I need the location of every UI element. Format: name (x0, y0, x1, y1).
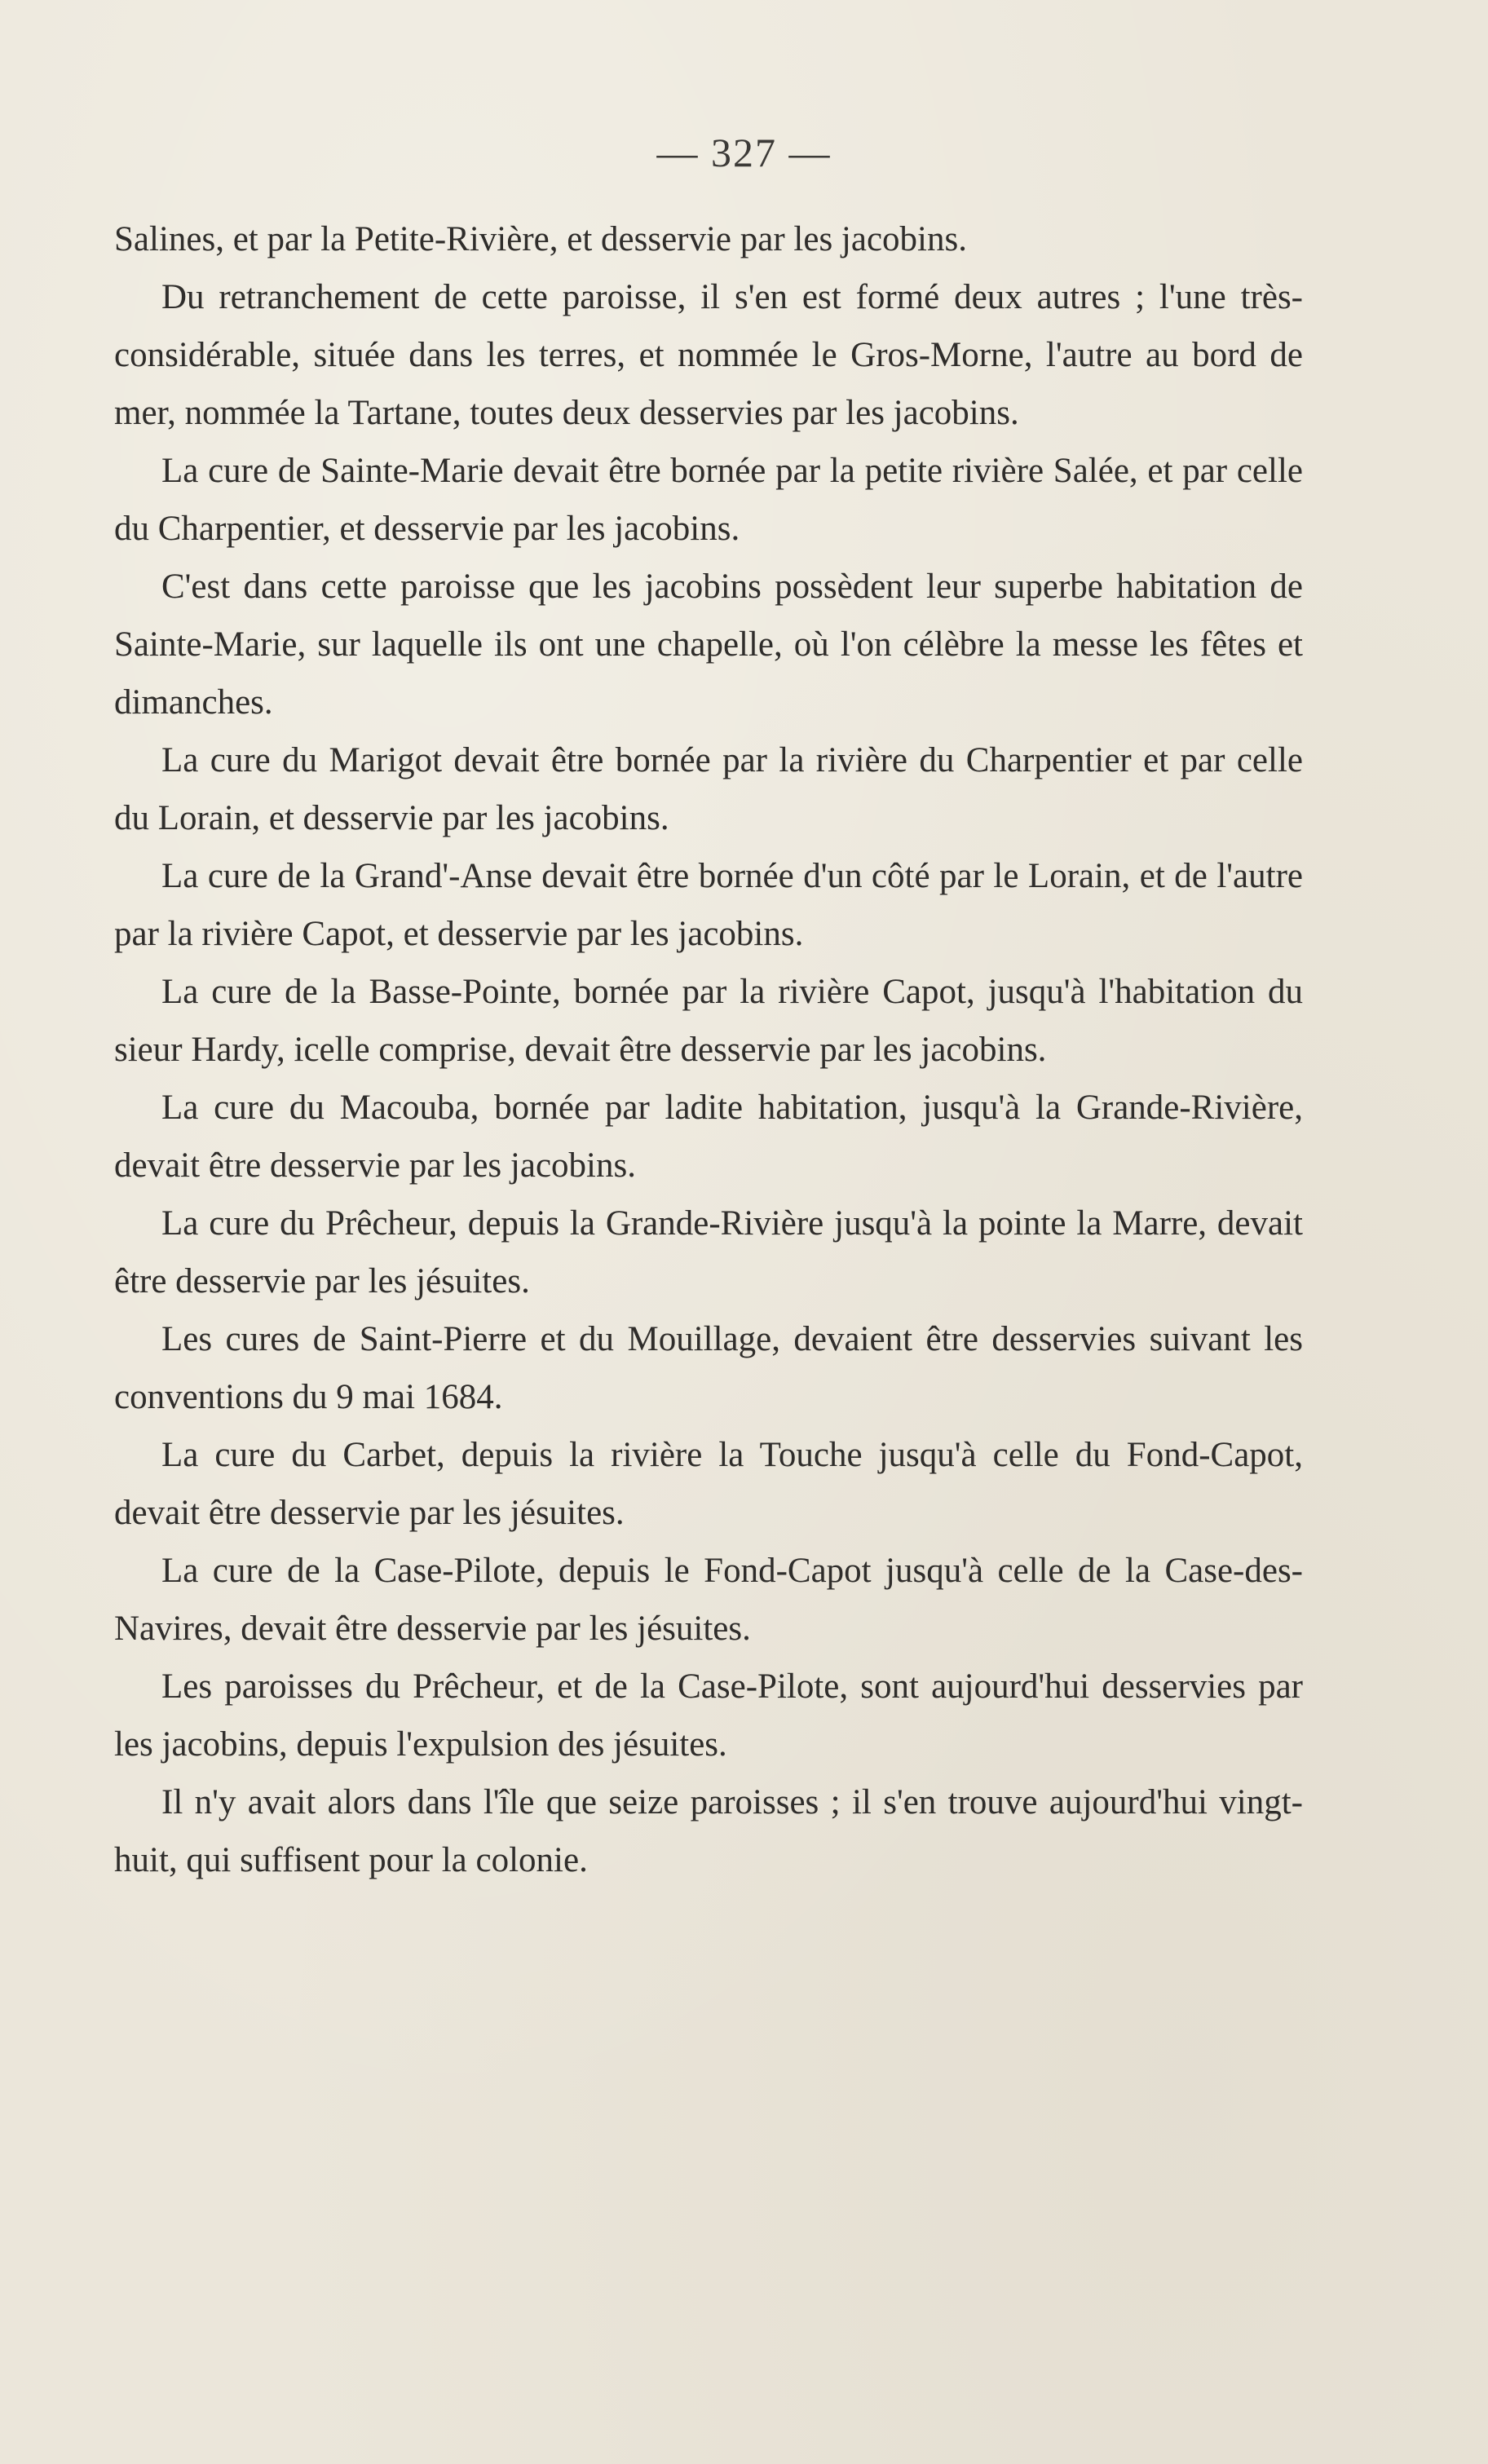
body-text (114, 210, 1303, 1889)
paragraph: La cure de la Grand'-Anse devait être bornée d'un côté par le Lorain, et de l'autre par la rivière Capot, et desservie par les jacobins. (114, 857, 1303, 953)
paragraph: La cure du Macouba, bornée par ladite habitation, jusqu'à la Grande-Rivière, devait être desservie par les jacobins. (114, 1088, 1303, 1185)
paragraph: La cure du Carbet, depuis la rivière la Touche jusqu'à celle du Fond-Capot, devait être desservie par les jésuites. (114, 1436, 1303, 1532)
paragraph: Salines, et par la Petite-Rivière, et desservie par les jacobins. (114, 220, 967, 258)
paragraph: Les paroisses du Prêcheur, et de la Case-Pilote, sont aujourd'hui desservies par les jacobins, depuis l'expulsion des jésuites. (114, 1667, 1303, 1764)
paragraph: La cure du Prêcheur, depuis la Grande-Rivière jusqu'à la pointe la Marre, devait être desservie par les jésuites. (114, 1204, 1303, 1300)
paragraph: La cure du Marigot devait être bornée par la rivière du Charpentier et par celle du Lorain, et desservie par les jacobins. (114, 741, 1303, 837)
paragraph: La cure de la Basse-Pointe, bornée par la rivière Capot, jusqu'à l'habitation du sieur Hardy, icelle comprise, devait être desservie par les jacobins. (114, 973, 1303, 1069)
paragraph: Du retranchement de cette paroisse, il s'en est formé deux autres ; l'une très-considérable, située dans les terres, et nommée le Gros-Morne, l'autre au bord de mer, nommée la Tartane, toutes deux desservies par les jacobins. (114, 278, 1303, 432)
page-number: — 327 — (656, 130, 832, 175)
paragraph: C'est dans cette paroisse que les jacobins possèdent leur superbe habitation de Sainte-Marie, sur laquelle ils ont une chapelle, où l'on célèbre la messe les fêtes et dimanches. (114, 567, 1303, 722)
paragraph: Les cures de Saint-Pierre et du Mouillage, devaient être desservies suivant les conventions du 9 mai 1684. (114, 1320, 1303, 1416)
paragraph: Il n'y avait alors dans l'île que seize paroisses ; il s'en trouve aujourd'hui vingt-huit, qui suffisent pour la colonie. (114, 1783, 1303, 1879)
paragraph: La cure de la Case-Pilote, depuis le Fond-Capot jusqu'à celle de la Case-des-Navires, devait être desservie par les jésuites. (114, 1552, 1303, 1648)
paragraph: La cure de Sainte-Marie devait être bornée par la petite rivière Salée, et par celle du Charpentier, et desservie par les jacobins. (114, 452, 1303, 548)
